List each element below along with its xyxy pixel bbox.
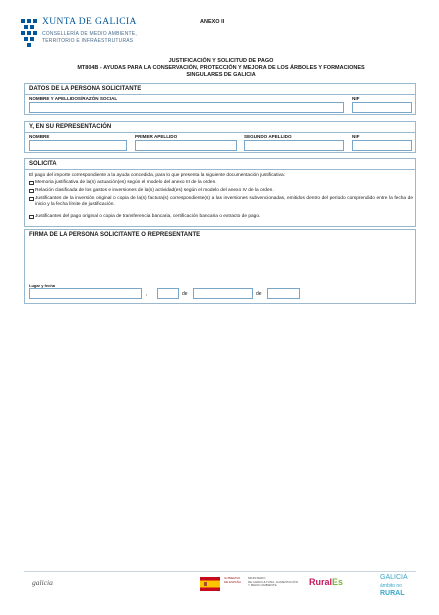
request-item xyxy=(29,180,413,186)
galicia-rural-line1: GALICIA xyxy=(380,574,408,581)
request-item-text: Relación clasificada de los gastos e inversiones de la(s) actividad(es) según el modelo del anexo IV de la orden. xyxy=(35,188,274,193)
request-item-text: Memoria justificativa de la(s) actuación(es) según el modelo del anexo III de la orden. xyxy=(35,180,217,185)
applicant-name-label: NOMBRE Y APELLIDOS/RAZÓN SOCIAL xyxy=(29,96,118,101)
applicant-name-field[interactable] xyxy=(29,102,344,113)
galicia-logo: galicia xyxy=(32,578,53,587)
logo-title: XUNTA DE GALICIA xyxy=(42,17,137,27)
spain-flag-icon xyxy=(200,577,220,591)
xunta-logo xyxy=(20,17,160,53)
rep-name-field[interactable] xyxy=(29,140,127,151)
checkbox[interactable] xyxy=(29,181,34,186)
logo-department-line1: CONSELLERÍA DE MEDIO AMBIENTE, xyxy=(42,31,137,37)
government-label xyxy=(224,577,241,584)
divider xyxy=(25,94,415,95)
divider xyxy=(25,169,415,170)
checkbox[interactable] xyxy=(29,215,34,220)
applicant-nif-label: NIF xyxy=(352,96,360,101)
checkbox[interactable] xyxy=(29,189,34,194)
request-item-text: Justificantes de la inversión original o copia de la(s) factura(s) correspondiente(s) a las inversiones subvencionadas, emitidos dentro del periodo comprendido entre la fecha de inicio y la fecha límite de justificación. xyxy=(35,196,413,208)
rep-first-surname-label: PRIMER APELLIDO xyxy=(135,134,178,139)
doc-title-line3: SINGULARES DE GALICIA xyxy=(186,72,256,78)
ministry-line1: MINISTERIO xyxy=(248,576,266,580)
rep-second-surname-field[interactable] xyxy=(244,140,344,151)
galicia-rural-line2: ámbito no xyxy=(380,583,402,589)
galicia-rural-logo xyxy=(380,574,408,598)
rep-nif-label: NIF xyxy=(352,134,360,139)
xunta-emblem-icon xyxy=(20,18,38,48)
request-section xyxy=(24,158,416,227)
signature-section xyxy=(24,229,416,304)
ministry-label xyxy=(248,577,298,588)
de-separator: de xyxy=(182,291,188,297)
rep-nif-field[interactable] xyxy=(352,140,412,151)
footer-divider xyxy=(24,571,416,572)
ministry-line3: Y MEDIO AMBIENTE xyxy=(248,583,277,588)
request-item xyxy=(29,188,413,194)
rurales-logo-suffix: Es xyxy=(332,577,344,587)
applicant-heading: DATOS DE LA PERSONA SOLICITANTE xyxy=(29,86,142,92)
government-line1: GOBIERNO xyxy=(224,576,241,580)
request-item xyxy=(29,196,413,208)
request-item xyxy=(29,214,413,220)
rurales-logo-text: Rural xyxy=(309,577,333,587)
doc-title-line1: JUSTIFICACIÓN Y SOLICITUD DE PAGO xyxy=(168,58,274,64)
ministry-line2: DE AGRICULTURA, ALIMENTACIÓN xyxy=(248,579,298,584)
rep-second-surname-label: SEGUNDO APELLIDO xyxy=(244,134,292,139)
signature-heading: FIRMA DE LA PERSONA SOLICITANTE O REPRESENTANTE xyxy=(29,232,201,238)
annex-label: ANEXO II xyxy=(200,19,225,25)
rurales-logo xyxy=(309,577,343,587)
applicant-nif-field[interactable] xyxy=(352,102,412,113)
place-date-label: Lugar y fecha xyxy=(29,283,56,288)
representative-heading: Y, EN SU REPRESENTACIÓN xyxy=(29,124,112,130)
comma-separator: , xyxy=(146,291,148,297)
year-field[interactable] xyxy=(267,288,300,299)
government-line2: DE ESPAÑA xyxy=(224,579,241,584)
divider xyxy=(25,132,415,133)
doc-title-line2: MT804B - AYUDAS PARA LA CONSERVACIÓN, PROTECCIÓN Y MEJORA DE LOS ÁRBOLES Y FORMACIONES xyxy=(77,65,365,71)
month-field[interactable] xyxy=(193,288,253,299)
request-heading: SOLICITA xyxy=(29,161,57,167)
representative-section xyxy=(24,121,416,153)
rep-first-surname-field[interactable] xyxy=(135,140,237,151)
checkbox[interactable] xyxy=(29,197,34,202)
rep-name-label: NOMBRE xyxy=(29,134,50,139)
galicia-rural-line3: RURAL xyxy=(380,590,405,597)
request-intro: El pago del importe correspondiente a la ayuda concedida, para lo que presenta la siguiente documentación justificativa: xyxy=(29,173,285,178)
request-item-text: Justificantes del pago original o copia de transferencia bancaria, certificación bancaria o extracto de pago. xyxy=(35,214,261,219)
logo-department-line2: TERRITORIO E INFRAESTRUTURAS xyxy=(42,38,134,44)
de-separator: de xyxy=(256,291,262,297)
applicant-section xyxy=(24,83,416,115)
day-field[interactable] xyxy=(157,288,179,299)
place-field[interactable] xyxy=(29,288,142,299)
